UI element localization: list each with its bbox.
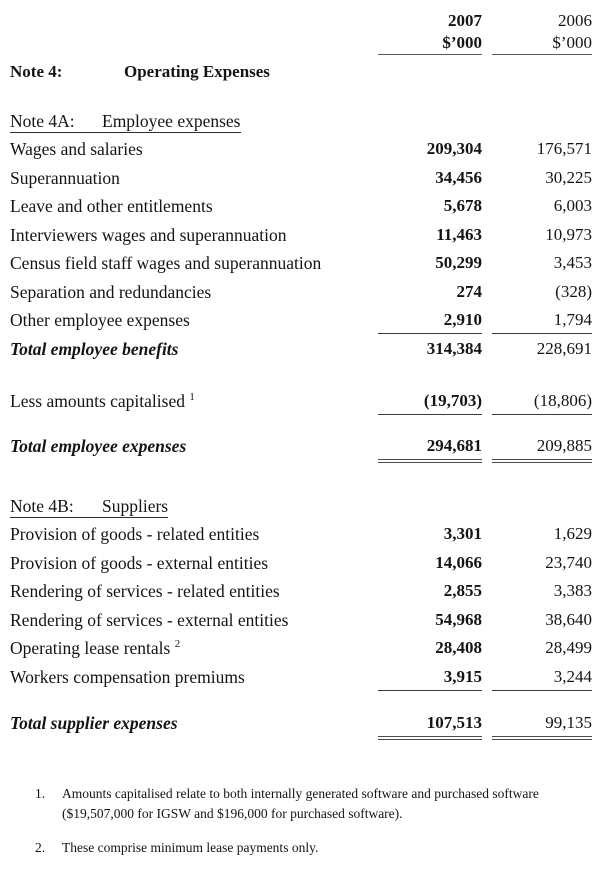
note4a-table (10, 135, 592, 460)
value-2007: 11,463 (436, 224, 482, 244)
footnote-1 (35, 784, 592, 824)
value-2007: 14,066 (435, 552, 482, 572)
value-2006: 28,499 (545, 638, 592, 657)
value-2006: 3,244 (492, 663, 592, 692)
value-2006: 1,794 (492, 306, 592, 335)
value-2007: 50,299 (435, 253, 482, 272)
value-2006: 23,740 (545, 552, 592, 572)
footnote-text: These comprise minimum lease payments only. (62, 839, 319, 855)
table-row (10, 306, 592, 335)
value-2007: 34,456 (435, 167, 482, 187)
footnote-text: Amounts capitalised relate to both internally generated software and purchased software ($19,507,000 for IGSW and $196,000 for purchased software). (62, 785, 539, 821)
note4b-heading (10, 496, 592, 516)
total-employee-expenses-row (10, 432, 592, 461)
table-row (10, 221, 592, 250)
table-row (10, 549, 592, 578)
table-row (10, 164, 592, 193)
value-2007: 54,968 (435, 609, 482, 629)
table-row (10, 577, 592, 606)
value-2006: (18,806) (492, 387, 592, 416)
total-value-2007: 107,513 (378, 709, 482, 740)
row-label: Wages and salaries (10, 139, 143, 159)
table-row (10, 249, 592, 278)
footnotes (10, 784, 592, 858)
footnote-number: 2. (35, 839, 46, 855)
value-2007: 2,855 (443, 581, 482, 600)
note4-title-text: Operating Expenses (124, 62, 270, 81)
row-label: Provision of goods - related entities (10, 524, 260, 544)
note4a-heading-prefix: Note 4A: (10, 111, 75, 131)
column-year-2007: 2007 (448, 11, 482, 30)
value-2007: 3,915 (378, 663, 482, 692)
column-unit-2006: $’000 (492, 32, 592, 55)
value-2007: (19,703) (378, 387, 482, 416)
row-label: Workers compensation premiums (10, 666, 245, 687)
column-unit-2007: $’000 (378, 32, 482, 55)
value-2006: 3,383 (553, 581, 592, 600)
table-row (10, 634, 592, 663)
note4b-heading-text: Suppliers (102, 496, 169, 516)
value-2007: 209,304 (426, 139, 482, 158)
value-2006: (328) (555, 281, 592, 301)
total-label: Total employee expenses (10, 435, 187, 456)
table-row (10, 135, 592, 164)
less-capitalised-row (10, 387, 592, 416)
row-label: Interviewers wages and superannuation (10, 224, 287, 245)
footnote-ref-2: 2 (174, 638, 181, 651)
row-label: Other employee expenses (10, 310, 190, 330)
value-2006: 3,453 (553, 253, 592, 272)
row-label: Operating lease rentals $^2$ (10, 638, 181, 658)
note4a-heading-text: Employee expenses (102, 111, 241, 131)
note4a-heading (10, 111, 592, 131)
column-year-2006: 2006 (558, 11, 592, 30)
row-label: Leave and other entitlements (10, 196, 213, 216)
value-2006: 30,225 (545, 167, 592, 187)
footnote-2 (35, 838, 592, 858)
note4-title-prefix: Note 4: (10, 62, 63, 81)
column-headers (10, 10, 592, 55)
total-label: Total employee benefits (10, 338, 179, 359)
note4b-table (10, 520, 592, 738)
total-value-2006: 209,885 (492, 432, 592, 463)
value-2006: 10,973 (545, 224, 592, 244)
total-value-2006: 99,135 (492, 709, 592, 740)
table-row (10, 520, 592, 549)
total-supplier-expenses-row (10, 709, 592, 738)
table-row (10, 663, 592, 692)
value-2006: 1,629 (553, 524, 592, 543)
value-2007: 274 (456, 281, 482, 301)
value-2006: 38,640 (545, 609, 592, 629)
footnote-number: 1. (35, 785, 46, 801)
total-value-2007: 294,681 (378, 432, 482, 463)
value-2007: 5,678 (443, 196, 482, 215)
row-label: Superannuation (10, 167, 120, 188)
total-row (10, 335, 592, 364)
total-label: Total supplier expenses (10, 713, 178, 733)
value-2007: 3,301 (443, 524, 482, 543)
row-label: Provision of goods - external entities (10, 552, 269, 573)
total-value-2007: 314,384 (426, 338, 482, 358)
footnote-ref-1: 1 (189, 391, 195, 404)
total-value-2006: 228,691 (536, 338, 592, 358)
note4-title (10, 61, 592, 83)
table-row (10, 606, 592, 635)
table-row (10, 192, 592, 221)
row-label: Separation and redundancies (10, 281, 212, 302)
value-2006: 176,571 (536, 139, 592, 158)
table-row (10, 278, 592, 307)
row-label: Rendering of services - related entities (10, 581, 280, 601)
note4b-heading-prefix: Note 4B: (10, 496, 74, 516)
row-label: Rendering of services - external entities (10, 609, 289, 630)
row-label: Less amounts capitalised $^1$ (10, 391, 195, 411)
value-2007: 28,408 (435, 638, 482, 657)
row-label: Census field staff wages and superannuation (10, 253, 322, 273)
value-2007: 2,910 (378, 306, 482, 335)
value-2006: 6,003 (553, 196, 592, 215)
